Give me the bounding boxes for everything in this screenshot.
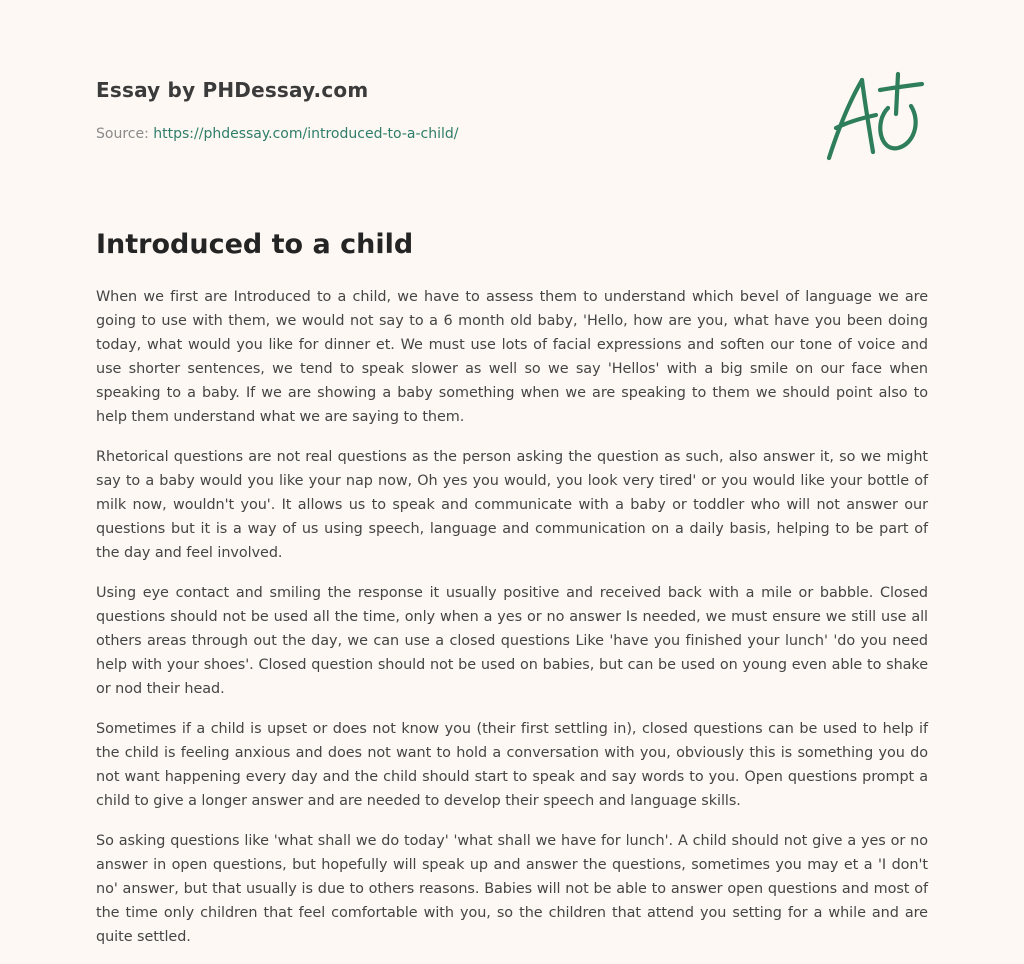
essay-paragraph: So asking questions like 'what shall we do today' 'what shall we have for lunch'. A child should not give a yes or no answer in open questions, but hopefully will speak up and answer the questions, sometimes you may et a 'I don't no' answer, but that usually is due to others reasons. Babies will not be able to answer open questions and most of the time only children that feel comfortable with you, so the children that attend you setting for a while and are quite settled. [96,833,928,945]
essay-paragraph: Using eye contact and smiling the response it usually positive and received back with a mile or babble. Closed questions should not be used all the time, only when a yes or no answer Is needed, we must ensure we still use all others areas through out the day, we can use a closed questions Like 'have you finished your lunch' 'do you need help with your shoes'. Closed question should not be used on babies, but can be used on young even able to shake or nod their head. [96,585,928,697]
a-plus-logo-graphic [822,68,926,166]
essay-paragraph: Sometimes if a child is upset or does not know you (their first settling in), closed questions can be used to help if the child is feeling anxious and does not want to hold a conversation with you, obviously this is something you do not want happening every day and the child should start to speak and say words to you. Open questions prompt a child to give a longer answer and are needed to develop their speech and language skills. [96,721,928,809]
source-link[interactable]: https://phdessay.com/introduced-to-a-child/ [153,126,459,142]
source-label: Source: [96,126,154,142]
essay-paragraph: Rhetorical questions are not real questions as the person asking the question as such, also answer it, so we might say to a baby would you like your nap now, Oh yes you would, you look very tired' or you would like your bottle of milk now, wouldn't you'. It allows us to speak and communicate with a baby or toddler who will not answer our questions but it is a way of us using speech, language and communication on a daily basis, helping to be part of the day and feel involved. [96,449,928,561]
brand-title: Essay by PHDessay.com [96,78,369,102]
source-line [96,124,928,144]
essay-body [96,285,928,964]
essay-header [96,76,928,144]
essay-paragraph: When we first are Introduced to a child, we have to assess them to understand which bevel of language we are going to use with them, we would not say to a 6 month old baby, 'Hello, how are you, what have you been doing today, what would you like for dinner et. We must use lots of facial expressions and soften our tone of voice and use shorter sentences, we tend to speak slower as well so we say 'Hellos' with a big smile on our face when speaking to a baby. If we are showing a baby something when we are speaking to them we should point also to help them understand what we are saying to them. [96,289,928,425]
a-plus-grade-icon [822,68,926,166]
essay-title: Introduced to a child [96,229,414,260]
